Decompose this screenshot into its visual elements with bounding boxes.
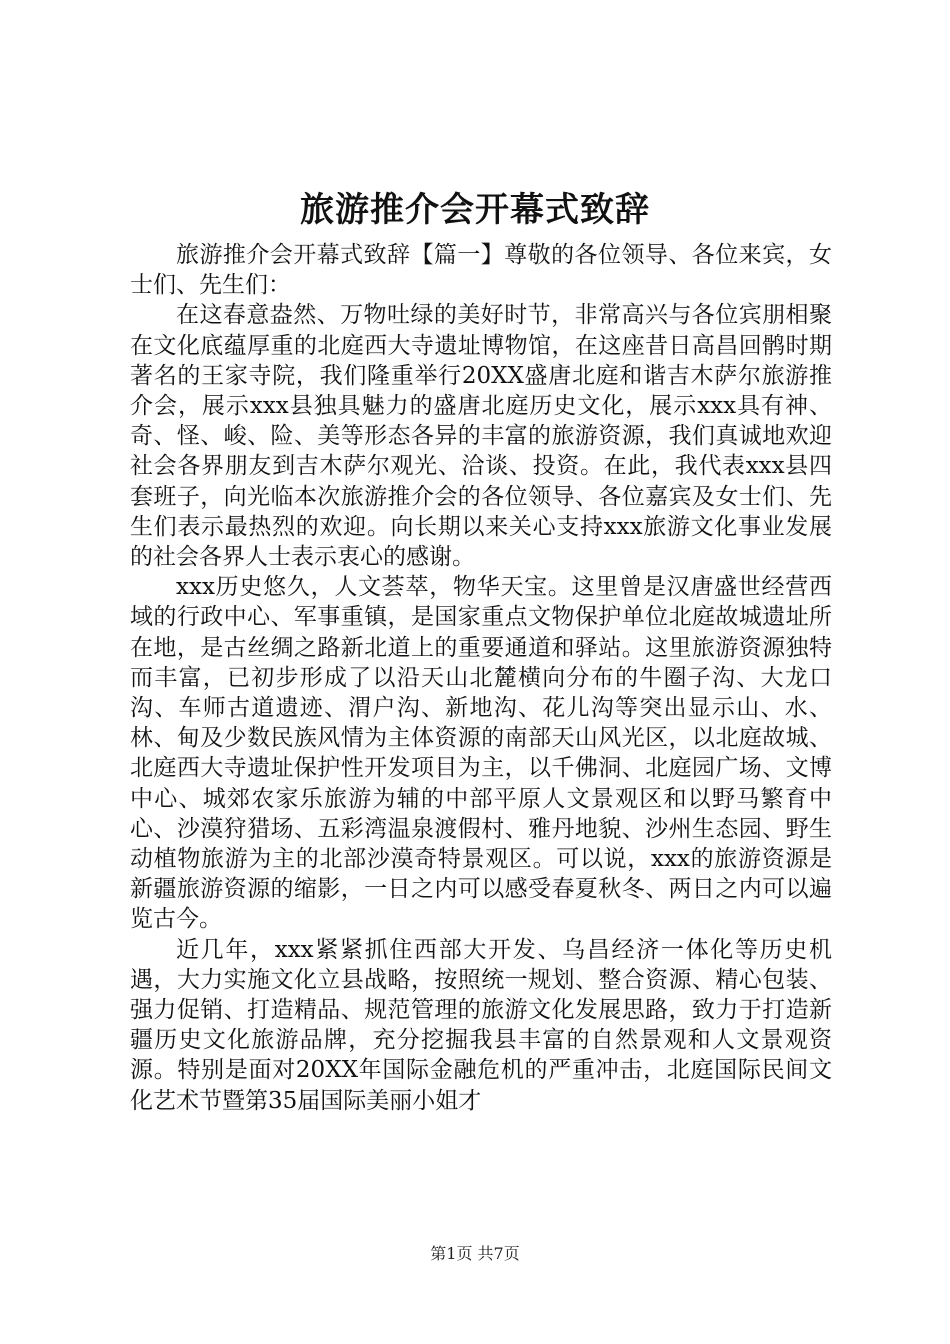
paragraph-2: 在这春意盎然、万物吐绿的美好时节，非常高兴与各位宾朋相聚在文化底蕴厚重的北庭西大寺遗址博物馆，在这座昔日高昌回鹘时期著名的王家寺院，我们隆重举行20XX盛唐北庭和谐吉木萨尔旅游推介会，展示xxx县独具魅力的盛唐北庭历史文化，展示xxx具有神、奇、怪、峻、险、美等形态各异的丰富的旅游资源，我们真诚地欢迎社会各界朋友到吉木萨尔观光、洽谈、投资。在此，我代表xxx县四套班子，向光临本次旅游推介会的各位领导、各位嘉宾及女士们、先生们表示最热烈的欢迎。向长期以来关心支持xxx旅游文化事业发展的社会各界人士表示衷心的感谢。	[130, 302, 832, 571]
document-title: 旅游推介会开幕式致辞	[300, 190, 650, 230]
page-number-footer: 第1页 共7页	[430, 1244, 520, 1263]
paragraph-4: 近几年，xxx紧紧抓住西部大开发、乌昌经济一体化等历史机遇，大力实施文化立县战略，按照统一规划、整合资源、精心包装、强力促销、打造精品、规范管理的旅游文化发展思路，致力于打造新疆历史文化旅游品牌，充分挖掘我县丰富的自然景观和人文景观资源。特别是面对20XX年国际金融危机的严重冲击，北庭国际民间文化艺术节暨第35届国际美丽小姐才	[130, 936, 832, 1114]
paragraph-3: xxx历史悠久，人文荟萃，物华天宝。这里曾是汉唐盛世经营西域的行政中心、军事重镇，是国家重点文物保护单位北庭故城遗址所在地，是古丝绸之路新北道上的重要通道和驿站。这里旅游资源独特而丰富，已初步形成了以沿天山北麓横向分布的牛圈子沟、大龙口沟、车师古道遗迹、渭户沟、新地沟、花儿沟等突出显示山、水、林、甸及少数民族风情为主体资源的南部天山风光区，以北庭故城、北庭西大寺遗址保护性开发项目为主，以千佛洞、北庭园广场、文博中心、城郊农家乐旅游为辅的中部平原人文景观区和以野马繁育中心、沙漠狩猎场、五彩湾温泉渡假村、雅丹地貌、沙州生态园、野生动植物旅游为主的北部沙漠奇特景观区。可以说，xxx的旅游资源是新疆旅游资源的缩影，一日之内可以感受春夏秋冬、两日之内可以遍览古今。	[130, 574, 832, 933]
paragraph-1: 旅游推介会开幕式致辞【篇一】尊敬的各位领导、各位来宾，女士们、先生们：	[130, 242, 832, 299]
document-body	[130, 240, 832, 1116]
